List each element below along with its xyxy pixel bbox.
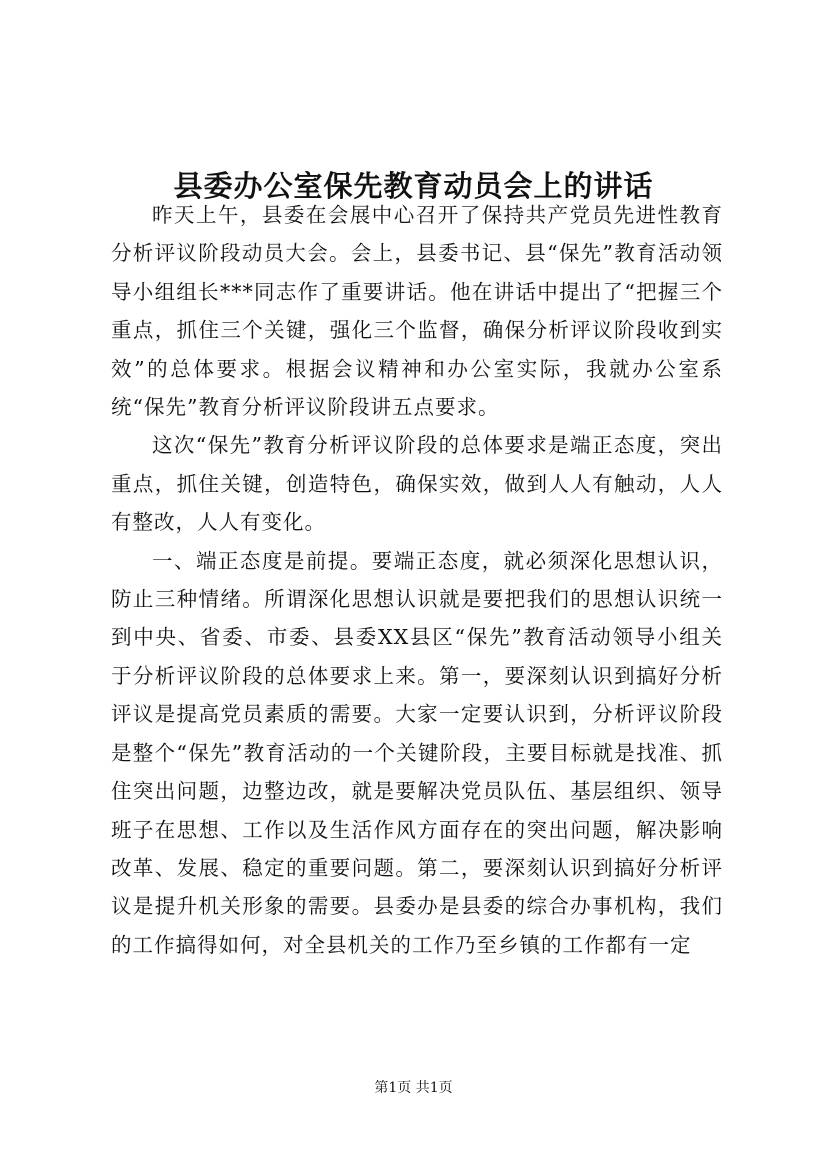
document-title: 县委办公室保先教育动员会上的讲话 — [173, 169, 654, 204]
paragraph-overall-requirements: 这次“保先”教育分析评议阶段的总体要求是端正态度，突出重点，抓住关键，创造特色，确保实效，做到人人有触动，人人有整改，人人有变化。 — [111, 433, 723, 535]
paragraph-intro: 昨天上午，县委在会展中心召开了保持共产党员先进性教育分析评议阶段动员大会。会上，县委书记、县“保先”教育活动领导小组组长***同志作了重要讲话。他在讲话中提出了“把握三个重点，抓住三个关键，强化三个监督，确保分析评议阶段收到实效”的总体要求。根据会议精神和办公室实际，我就办公室系统“保先”教育分析评议阶段讲五点要求。 — [111, 203, 723, 420]
document-body — [111, 196, 723, 964]
paragraph-point-one: 一、端正态度是前提。要端正态度，就必须深化思想认识，防止三种情绪。所谓深化思想认识就是要把我们的思想认识统一到中央、省委、市委、县委XX县区“保先”教育活动领导小组关于分析评议阶段的总体要求上来。第一，要深刻认识到搞好分析评议是提高党员素质的需要。大家一定要认识到，分析评议阶段是整个“保先”教育活动的一个关键阶段，主要目标就是找准、抓住突出问题，边整边改，就是要解决党员队伍、基层组织、领导班子在思想、工作以及生活作风方面存在的突出问题，解决影响改革、发展、稳定的重要问题。第二，要深刻认识到搞好分析评议是提升机关形象的需要。县委办是县委的综合办事机构，我们的工作搞得如何，对全县机关的工作乃至乡镇的工作都有一定 — [111, 548, 723, 957]
page-footer: 第1页 共1页 — [374, 1080, 453, 1096]
